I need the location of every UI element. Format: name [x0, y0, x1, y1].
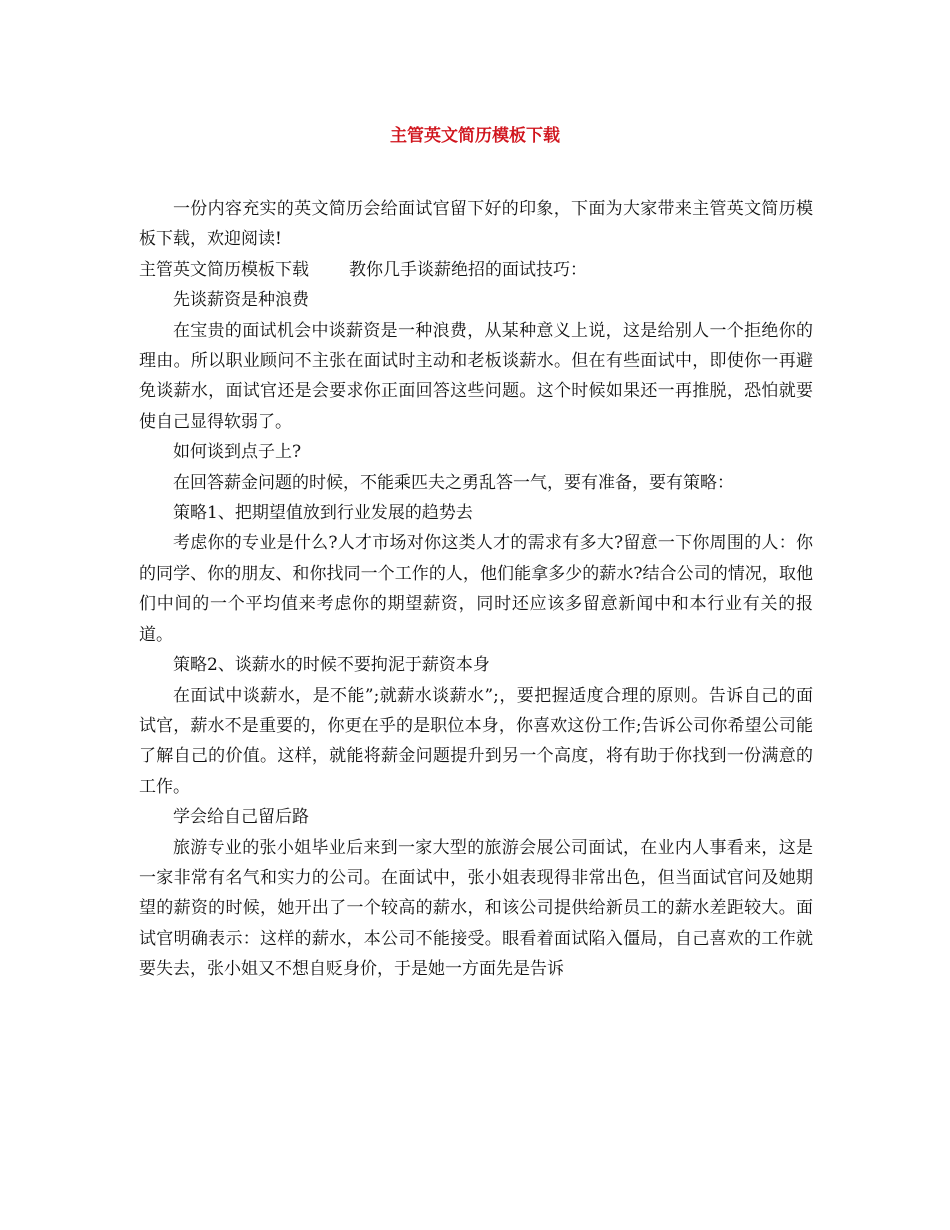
subheading-how-to-talk: 如何谈到点子上?	[173, 442, 302, 463]
paragraph-case-story: 旅游专业的张小姐毕业后来到一家大型的旅游会展公司面试，在业内人事看来，这是一家非常有名气和实力的公司。在面试中，张小姐表现得非常出色，但当面试官问及她期望的薪资的时候，她开出了一个较高的薪水，和该公司提供给新员工的薪水差距较大。面试官明确表示：这样的薪水，本公司不能接受。眼看着面试陷入僵局，自己喜欢的工作就要失去，张小姐又不想自贬身价，于是她一方面先是告诉	[139, 837, 813, 980]
section-heading-line	[139, 255, 813, 285]
paragraph-strategy-1: 考虑你的专业是什么?人才市场对你这类人才的需求有多大?留意一下你周围的人：你的同学、你的朋友、和你找同一个工作的人，他们能拿多少的薪水?结合公司的情况，取他们中间的一个平均值来考虑你的期望薪资，同时还应该多留意新闻中和本行业有关的报道。	[139, 533, 813, 645]
subheading-strategy-1: 策略1、把期望值放到行业发展的趋势去	[173, 503, 473, 524]
document-body	[139, 194, 813, 985]
paragraph-strategy-2: 在面试中谈薪水，是不能”;就薪水谈薪水”;，要把握适度合理的原则。告诉自己的面试官，薪水不是重要的，你更在乎的是职位本身，你喜欢这份工作;告诉公司你希望公司能了解自己的价值。这样，就能将薪金问题提升到另一个高度，将有助于你找到一份满意的工作。	[139, 685, 813, 797]
subheading-leave-room: 学会给自己留后路	[173, 807, 309, 828]
paragraph-salary-waste: 在宝贵的面试机会中谈薪资是一种浪费，从某种意义上说，这是给别人一个拒绝你的理由。所以职业顾问不主张在面试时主动和老板谈薪水。但在有些面试中，即使你一再避免谈薪水，面试官还是会要求你正面回答这些问题。这个时候如果还一再推脱，恐怕就要使自己显得软弱了。	[139, 320, 813, 432]
resume-template-label: 主管英文简历模板下载	[139, 259, 309, 280]
intro-paragraph: 一份内容充实的英文简历会给面试官留下好的印象，下面为大家带来主管英文简历模板下载，欢迎阅读!	[139, 199, 813, 250]
subheading-salary-waste: 先谈薪资是种浪费	[173, 290, 309, 311]
salary-tips-label: 教你几手谈薪绝招的面试技巧：	[349, 259, 587, 280]
paragraph-strategy-intro: 在回答薪金问题的时候，不能乘匹夫之勇乱答一气，要有准备，要有策略：	[173, 472, 734, 493]
document-title: 主管英文简历模板下载	[390, 126, 560, 146]
subheading-strategy-2: 策略2、谈薪水的时候不要拘泥于薪资本身	[173, 655, 490, 676]
